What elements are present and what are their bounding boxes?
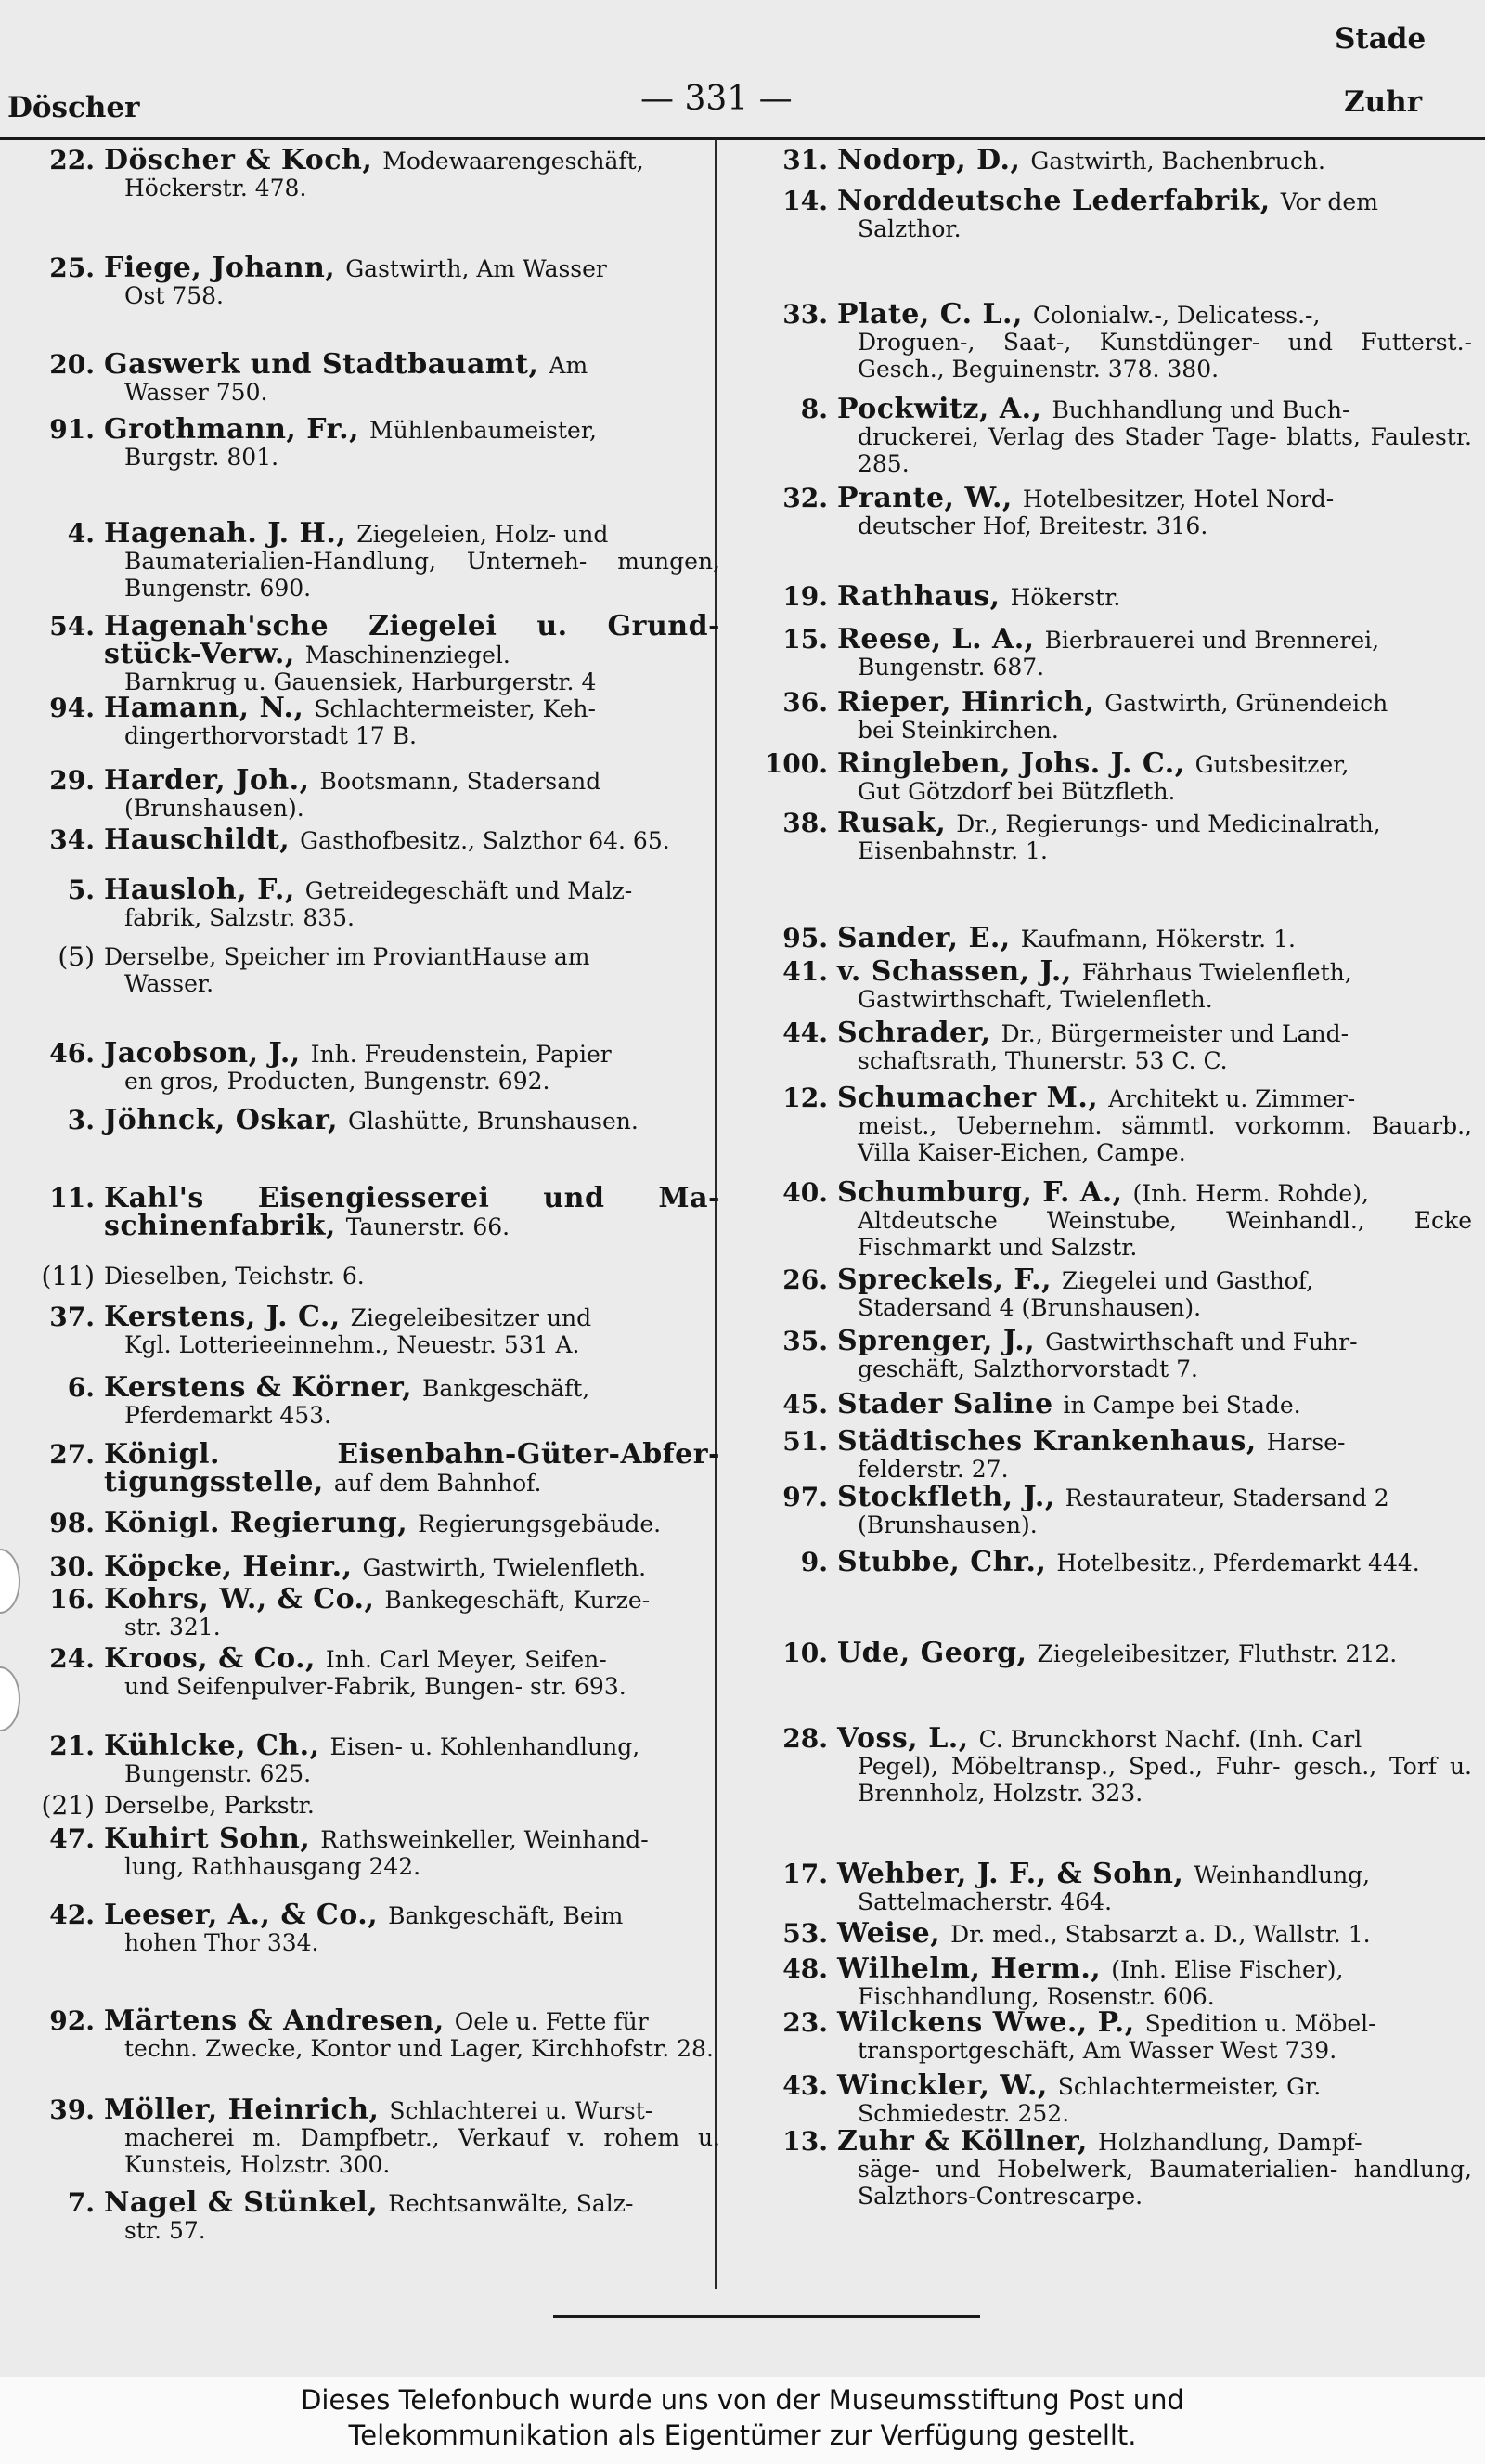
entry-name: Rusak,: [837, 807, 957, 839]
entry-text: [837, 1425, 1472, 1483]
entry-detail: Gasthofbesitz., Salzthor 64. 65.: [300, 827, 670, 854]
entry-text: [837, 1952, 1472, 2010]
entry-name: Grothmann, Fr.,: [104, 413, 369, 446]
entry-text: [104, 1642, 720, 1700]
entry-text: [837, 1481, 1472, 1538]
entry-name: Nagel & Stünkel,: [104, 2186, 389, 2219]
entry-text: [104, 1507, 720, 1539]
entry-detail: Ziegelei und Gasthof,: [1061, 1267, 1314, 1294]
entry-continuation: Sattelmacherstr. 464.: [858, 1888, 1113, 1915]
entry-detail: in Campe bei Stade.: [1063, 1392, 1301, 1419]
entry-text: [104, 2004, 720, 2062]
entry-continuation: fabrik, Salzstr. 835.: [124, 904, 355, 931]
entry-continuation: (Brunshausen).: [124, 795, 304, 822]
entry-continuation: en gros, Producten, Bungenstr. 692.: [124, 1068, 550, 1095]
entry-text: [104, 876, 720, 931]
entry-number: 42.: [49, 1900, 95, 1930]
entry-detail: Architekt u. Zimmer-: [1108, 1085, 1356, 1112]
entry-detail: Restaurateur, Stadersand 2: [1065, 1485, 1389, 1511]
entry-detail: Maschinenziegel.: [304, 642, 510, 668]
bottom-rule: [553, 2315, 980, 2318]
entry-number: 94.: [49, 693, 95, 723]
entry-number: 33.: [782, 299, 828, 330]
entry-detail: Gastwirth, Twielenfleth.: [362, 1554, 647, 1581]
entry-number: 15.: [782, 624, 828, 655]
entry-continuation: Ost 758.: [124, 282, 224, 309]
entry-detail: Gastwirth, Bachenbruch.: [1030, 148, 1325, 175]
entry-continuation: Wasser.: [124, 970, 214, 997]
entry-text: [837, 922, 1472, 954]
entry-continuation: str. 57.: [124, 2217, 206, 2244]
entry-number: 10.: [782, 1638, 828, 1668]
entry-detail: Getreidegeschäft und Malz-: [304, 877, 633, 904]
entry-number: 43.: [782, 2070, 828, 2101]
entry-name: Winckler, W.,: [837, 2069, 1058, 2102]
entry-continuation: Wasser 750.: [124, 379, 268, 406]
entry-number: 54.: [49, 611, 95, 642]
entry-detail: Schlachterei u. Wurst-: [389, 2097, 653, 2124]
entry-number: 22.: [49, 145, 95, 175]
entry-text: [104, 517, 720, 602]
entry-detail: C. Brunckhorst Nachf. (Inh. Carl: [978, 1726, 1362, 1753]
entry-number: 98.: [49, 1508, 95, 1538]
entry-detail: Hotelbesitz., Pferdemarkt 444.: [1056, 1550, 1420, 1576]
entry-text: [104, 1792, 720, 1819]
entry-continuation: Pegel), Möbeltransp., Sped., Fuhr- gesch., Torf u. Brennholz, Holzstr. 323.: [858, 1753, 1472, 1807]
entry-number: 11.: [49, 1183, 95, 1213]
entry-detail: Holzhandlung, Dampf-: [1097, 2129, 1362, 2156]
entry-name: v. Schassen, J.,: [837, 955, 1082, 988]
entry-detail: Buchhandlung und Buch-: [1052, 396, 1350, 423]
entry-continuation: Pferdemarkt 453.: [124, 1402, 331, 1429]
entry-continuation: Droguen-, Saat-, Kunstdünger- und Futterst.-Gesch., Beguinenstr. 378. 380.: [858, 329, 1472, 383]
entry-continuation: Salzthor.: [858, 215, 962, 242]
entry-name: Hagenah. J. H.,: [104, 517, 357, 550]
entry-text: [104, 413, 720, 471]
entry-detail: Mühlenbaumeister,: [368, 417, 597, 444]
entry-text: [837, 1176, 1472, 1261]
entry-detail: Ziegeleibesitzer, Fluthstr. 212.: [1037, 1641, 1398, 1667]
entry-name: Prante, W.,: [837, 482, 1023, 514]
entry-number: 5.: [67, 875, 95, 905]
entry-number: 48.: [782, 1953, 828, 1984]
entry-number: 40.: [782, 1177, 828, 1208]
entry-text: [837, 2125, 1472, 2210]
footer-line-1: Dieses Telefonbuch wurde uns von der Museumsstiftung Post und: [301, 2384, 1184, 2416]
header-right-top: Stade: [1335, 22, 1427, 56]
entry-text: [837, 1637, 1472, 1669]
entry-number: 32.: [782, 483, 828, 513]
entry-name: Döscher & Koch,: [104, 144, 383, 176]
page-number: — 331 —: [640, 80, 793, 118]
entry-name: Königl. Regierung,: [104, 1507, 419, 1539]
entry-name: Kerstens & Körner,: [104, 1371, 422, 1404]
entry-continuation: Kgl. Lotterieeinnehm., Neuestr. 531 A.: [124, 1331, 580, 1358]
entry-detail: Bankgeschäft,: [421, 1375, 590, 1402]
entry-detail: Bootsmann, Stadersand: [319, 768, 601, 795]
entry-detail: Bankgeschäft, Beim: [388, 1902, 624, 1929]
entry-continuation: lung, Rathhausgang 242.: [124, 1853, 421, 1880]
entry-continuation: macherei m. Dampfbetr., Verkauf v. rohem u. Kunsteis, Holzstr. 300.: [124, 2124, 720, 2178]
entry-text: [104, 823, 720, 856]
entry-name: Spreckels, F.,: [837, 1264, 1062, 1296]
entry-continuation: druckerei, Verlag des Stader Tage- blatts, Faulestr. 285.: [858, 423, 1472, 477]
entry-detail: Gastwirth, Grünendeich: [1104, 690, 1388, 717]
entry-text: [104, 694, 720, 749]
entry-number: 47.: [49, 1823, 95, 1854]
entry-number: 37.: [49, 1302, 95, 1332]
entry-number: 39.: [49, 2094, 95, 2125]
entry-number: 26.: [782, 1264, 828, 1295]
entry-name: Stubbe, Chr.,: [837, 1546, 1057, 1578]
entry-detail: Kaufmann, Hökerstr. 1.: [1020, 926, 1296, 953]
entry-detail: Ziegeleibesitzer und: [350, 1304, 592, 1331]
entry-name: Jacobson, J.,: [104, 1037, 311, 1070]
entry-continuation: Fischhandlung, Rosenstr. 606.: [858, 1983, 1215, 2010]
entry-number: 31.: [782, 145, 828, 175]
entry-detail: Schlachtermeister, Keh-: [314, 695, 596, 722]
entry-text: [837, 2069, 1472, 2127]
entry-continuation: säge- und Hobelwerk, Baumaterialien- handlung, Salzthors-Contrescarpe.: [858, 2156, 1472, 2210]
entry-text: [104, 2096, 720, 2178]
entry-text: [104, 2186, 720, 2244]
entry-name: Hausloh, F.,: [104, 874, 305, 906]
entry-detail: Rathsweinkeller, Weinhand-: [320, 1826, 649, 1853]
entry-continuation: bei Steinkirchen.: [858, 717, 1059, 744]
entry-name: Rathhaus,: [837, 580, 1011, 613]
entry-number: 16.: [49, 1584, 95, 1615]
entry-text: [104, 1901, 720, 1956]
entry-detail: Bierbrauerei und Brennerei,: [1044, 627, 1380, 654]
entry-text: [837, 955, 1472, 1013]
entry-detail: Am: [549, 352, 588, 379]
entry-name: Zuhr & Köllner,: [837, 2125, 1098, 2158]
entry-detail: Modewaarengeschäft,: [382, 148, 644, 175]
entry-text: [104, 1732, 720, 1787]
entry-text: [837, 807, 1472, 864]
entry-continuation: dingerthorvorstadt 17 B.: [124, 722, 417, 749]
entry-number: 29.: [49, 765, 95, 796]
entry-continuation: Stadersand 4 (Brunshausen).: [858, 1294, 1202, 1321]
header-right-word: Zuhr: [1344, 85, 1423, 119]
entry-text: [837, 1722, 1472, 1807]
footer-line-2: Telekommunikation als Eigentümer zur Verfügung gestellt.: [348, 2419, 1137, 2451]
entry-number: 44.: [782, 1018, 828, 1048]
entry-detail: Colonialw.-, Delicatess.-,: [1032, 302, 1321, 329]
entry-name: Norddeutsche Lederfabrik,: [837, 185, 1281, 217]
entry-name: Kroos, & Co.,: [104, 1642, 326, 1675]
entry-detail: Rechtsanwälte, Salz-: [388, 2190, 634, 2217]
entry-text: [837, 1917, 1472, 1950]
entry-text: [837, 1388, 1472, 1420]
entry-text: [104, 1438, 720, 1498]
entry-detail: Dr., Regierungs- und Medicinalrath,: [956, 811, 1381, 837]
entry-text: [104, 1263, 720, 1290]
entry-text: [837, 623, 1472, 681]
entry-number: (21): [41, 1790, 95, 1821]
entry-continuation: Höckerstr. 478.: [124, 175, 307, 201]
entry-name: Pockwitz, A.,: [837, 393, 1052, 425]
entry-detail: (Inh. Elise Fischer),: [1111, 1956, 1344, 1983]
entry-continuation: schaftsrath, Thunerstr. 53 C. C.: [858, 1047, 1228, 1074]
entry-continuation: Burgstr. 801.: [124, 444, 279, 471]
entry-number: 24.: [49, 1643, 95, 1674]
entry-name: Schumacher M.,: [837, 1082, 1109, 1114]
entry-name: Sander, E.,: [837, 922, 1021, 954]
entry-continuation: (Brunshausen).: [858, 1511, 1038, 1538]
entry-name: Wehber, J. F., & Sohn,: [837, 1858, 1194, 1890]
entry-continuation: Bungenstr. 625.: [124, 1760, 312, 1787]
entry-text: [837, 686, 1472, 744]
entry-text: [837, 1084, 1472, 1166]
entry-detail: Weinhandlung,: [1194, 1861, 1371, 1888]
entry-number: 7.: [67, 2187, 95, 2218]
entry-text: [104, 254, 720, 309]
entry-text: [104, 1583, 720, 1641]
entry-name: Stockfleth, J.,: [837, 1481, 1065, 1513]
entry-name: Kuhirt Sohn,: [104, 1822, 321, 1855]
entry-name: Hauschildt,: [104, 823, 301, 856]
entry-number: 28.: [782, 1723, 828, 1754]
punch-hole-bottom: [0, 1666, 20, 1731]
entry-text: [104, 1550, 720, 1583]
entry-detail: Derselbe, Parkstr.: [104, 1792, 315, 1819]
entry-name: Harder, Joh.,: [104, 764, 320, 797]
header-left-word: Döscher: [7, 91, 140, 124]
entry-name: Voss, L.,: [837, 1722, 979, 1755]
entry-detail: Ziegeleien, Holz- und: [356, 521, 609, 548]
entry-number: 27.: [49, 1439, 95, 1470]
entry-number: 51.: [782, 1426, 828, 1457]
entry-continuation: Baumaterialien-Handlung, Unterneh- mungen, Bungenstr. 690.: [124, 548, 720, 602]
entry-name: Schumburg, F. A.,: [837, 1176, 1133, 1209]
entry-detail: Harse-: [1266, 1429, 1346, 1456]
entry-number: 38.: [782, 808, 828, 838]
entry-name: Kohrs, W., & Co.,: [104, 1583, 385, 1615]
entry-text: [104, 144, 720, 201]
entry-text: [837, 393, 1472, 477]
entry-text: [837, 185, 1472, 242]
entry-number: 97.: [782, 1482, 828, 1512]
entry-name: Leeser, A., & Co.,: [104, 1899, 389, 1931]
entry-number: 23.: [782, 2007, 828, 2038]
entry-name: Königl. Eisenbahn-Güter-Abfer- tigungsstelle,: [104, 1438, 720, 1498]
entry-detail: Glashütte, Brunshausen.: [348, 1108, 639, 1135]
entry-text: [837, 298, 1472, 383]
entry-text: [104, 1037, 720, 1095]
entry-detail: Oele u. Fette für: [454, 2008, 649, 2035]
entry-name: Fiege, Johann,: [104, 252, 346, 284]
entry-number: 35.: [782, 1326, 828, 1356]
entry-name: Möller, Heinrich,: [104, 2094, 390, 2126]
entry-name: Ude, Georg,: [837, 1637, 1038, 1669]
entry-number: 17.: [782, 1859, 828, 1889]
entry-name: Nodorp, D.,: [837, 144, 1031, 176]
entry-continuation: Gut Götzdorf bei Bützfleth.: [858, 778, 1176, 805]
entry-text: [104, 1822, 720, 1880]
entry-number: 19.: [782, 581, 828, 612]
entry-number: 8.: [800, 394, 828, 424]
entry-detail: Hotelbesitzer, Hotel Nord-: [1022, 486, 1335, 512]
entry-name: Kühlcke, Ch.,: [104, 1730, 330, 1762]
entry-detail: Inh. Carl Meyer, Seifen-: [325, 1646, 607, 1673]
entry-number: 95.: [782, 923, 828, 953]
entry-name: Hamann, N.,: [104, 692, 315, 724]
entry-name: Plate, C. L.,: [837, 298, 1033, 331]
entry-text: [837, 580, 1472, 613]
entry-detail: (Inh. Herm. Rohde),: [1132, 1180, 1369, 1207]
entry-number: 92.: [49, 2005, 95, 2036]
entry-number: 41.: [782, 956, 828, 987]
entry-text: [104, 1303, 720, 1358]
entry-number: 14.: [782, 186, 828, 216]
entry-continuation: und Seifenpulver-Fabrik, Bungen- str. 693.: [124, 1673, 626, 1700]
entry-continuation: meist., Uebernehm. sämmtl. vorkomm. Bauarb., Villa Kaiser-Eichen, Campe.: [858, 1112, 1472, 1166]
entry-number: 6.: [67, 1372, 95, 1403]
entry-name: Köpcke, Heinr.,: [104, 1550, 363, 1583]
entry-text: [837, 1858, 1472, 1915]
entry-text: [104, 1182, 720, 1242]
entry-number: 9.: [800, 1547, 828, 1577]
entry-text: [104, 943, 720, 997]
entry-number: 12.: [782, 1083, 828, 1113]
entry-name: Gaswerk und Stadtbauamt,: [104, 348, 549, 381]
entry-text: [837, 482, 1472, 539]
entry-text: [837, 1546, 1472, 1578]
entry-name: Sprenger, J.,: [837, 1325, 1046, 1357]
entry-continuation: str. 321.: [124, 1614, 221, 1641]
entry-text: [104, 610, 720, 695]
entry-name: Jöhnck, Oskar,: [104, 1104, 349, 1136]
entry-number: (11): [41, 1261, 95, 1291]
entry-text: [104, 1371, 720, 1429]
entry-text: [837, 1325, 1472, 1382]
entry-detail: Dr., Bürgermeister und Land-: [1001, 1020, 1349, 1047]
entry-number: 13.: [782, 2126, 828, 2157]
entry-number: 30.: [49, 1551, 95, 1582]
entry-text: [104, 764, 720, 822]
entry-detail: Gastwirth, Am Wasser: [345, 255, 607, 282]
entry-number: 25.: [49, 253, 95, 283]
entry-detail: Regierungsgebäude.: [418, 1511, 662, 1537]
entry-continuation: Eisenbahnstr. 1.: [858, 837, 1048, 864]
entry-name: Hagenah'sche Ziegelei u. Grund- stück-Verw.,: [104, 610, 720, 670]
entry-text: [837, 747, 1472, 805]
footer-notice: [0, 2377, 1485, 2464]
entry-detail: Dieselben, Teichstr. 6.: [104, 1263, 365, 1290]
entry-name: Städtisches Krankenhaus,: [837, 1425, 1267, 1458]
entry-name: Ringleben, Johs. J. C.,: [837, 747, 1195, 780]
entry-detail: Gutsbesitzer,: [1194, 751, 1349, 778]
entry-text: [104, 348, 720, 406]
entry-name: Schrader,: [837, 1017, 1001, 1049]
entry-detail: Hökerstr.: [1010, 584, 1121, 611]
entry-continuation: Altdeutsche Weinstube, Weinhandl., Ecke Fischmarkt und Salzstr.: [858, 1207, 1472, 1261]
entry-detail: Vor dem: [1280, 188, 1378, 215]
entry-name: Wilhelm, Herm.,: [837, 1952, 1112, 1985]
entry-detail: Taunerstr. 66.: [345, 1213, 510, 1240]
entry-number: 34.: [49, 824, 95, 855]
entry-continuation: Bungenstr. 687.: [858, 654, 1045, 681]
entry-number: 91.: [49, 414, 95, 445]
entry-detail: Gastwirthschaft und Fuhr-: [1045, 1329, 1358, 1355]
entry-continuation: techn. Zwecke, Kontor und Lager, Kirchhofstr. 28.: [124, 2035, 714, 2062]
entry-detail: Fährhaus Twielenfleth,: [1081, 959, 1352, 986]
entry-continuation: felderstr. 27.: [858, 1456, 1009, 1483]
entry-continuation: Barnkrug u. Gauensiek, Harburgerstr. 4: [124, 668, 597, 695]
entry-number: 45.: [782, 1389, 828, 1420]
entry-name: Kahl's Eisengiesserei und Ma- schinenfabrik,: [104, 1182, 720, 1242]
entry-number: 3.: [67, 1105, 95, 1135]
entry-detail: Spedition u. Möbel-: [1144, 2010, 1376, 2037]
entry-continuation: deutscher Hof, Breitestr. 316.: [858, 512, 1208, 539]
entry-detail: Bankegeschäft, Kurze-: [384, 1587, 651, 1614]
entry-number: 53.: [782, 1918, 828, 1949]
entry-name: Rieper, Hinrich,: [837, 686, 1105, 719]
header-rule: [0, 137, 1485, 140]
entry-continuation: Schmiedestr. 252.: [858, 2100, 1070, 2127]
entry-text: [837, 1019, 1472, 1074]
entry-text: [837, 2006, 1472, 2064]
entry-name: Kerstens, J. C.,: [104, 1301, 351, 1333]
entry-detail: auf dem Bahnhof.: [333, 1470, 542, 1497]
entry-name: Weise,: [837, 1917, 951, 1950]
entry-number: 46.: [49, 1038, 95, 1069]
entry-name: Wilckens Wwe., P.,: [837, 2006, 1145, 2039]
entry-text: [837, 144, 1472, 176]
entry-continuation: Gastwirthschaft, Twielenfleth.: [858, 986, 1213, 1013]
entry-number: 20.: [49, 349, 95, 380]
punch-hole-top: [0, 1549, 20, 1614]
entry-detail: Schlachtermeister, Gr.: [1057, 2073, 1322, 2100]
entry-name: Stader Saline: [837, 1388, 1064, 1420]
entry-continuation: transportgeschäft, Am Wasser West 739.: [858, 2037, 1337, 2064]
entry-continuation: geschäft, Salzthorvorstadt 7.: [858, 1355, 1198, 1382]
entry-number: 4.: [67, 518, 95, 549]
entry-number: 21.: [49, 1731, 95, 1761]
entry-detail: Dr. med., Stabsarzt a. D., Wallstr. 1.: [950, 1921, 1371, 1948]
entry-number: (5): [58, 941, 95, 972]
entry-continuation: hohen Thor 334.: [124, 1929, 319, 1956]
entry-detail: Inh. Freudenstein, Papier: [310, 1041, 612, 1068]
entry-detail: Eisen- u. Kohlenhandlung,: [329, 1733, 640, 1760]
entry-number: 100.: [764, 748, 828, 779]
entry-text: [837, 1266, 1472, 1321]
entry-name: Märtens & Andresen,: [104, 2004, 455, 2037]
entry-detail: Derselbe, Speicher im ProviantHause am: [104, 943, 590, 970]
entry-number: 36.: [782, 687, 828, 718]
entry-text: [104, 1104, 720, 1136]
entry-name: Reese, L. A.,: [837, 623, 1045, 655]
